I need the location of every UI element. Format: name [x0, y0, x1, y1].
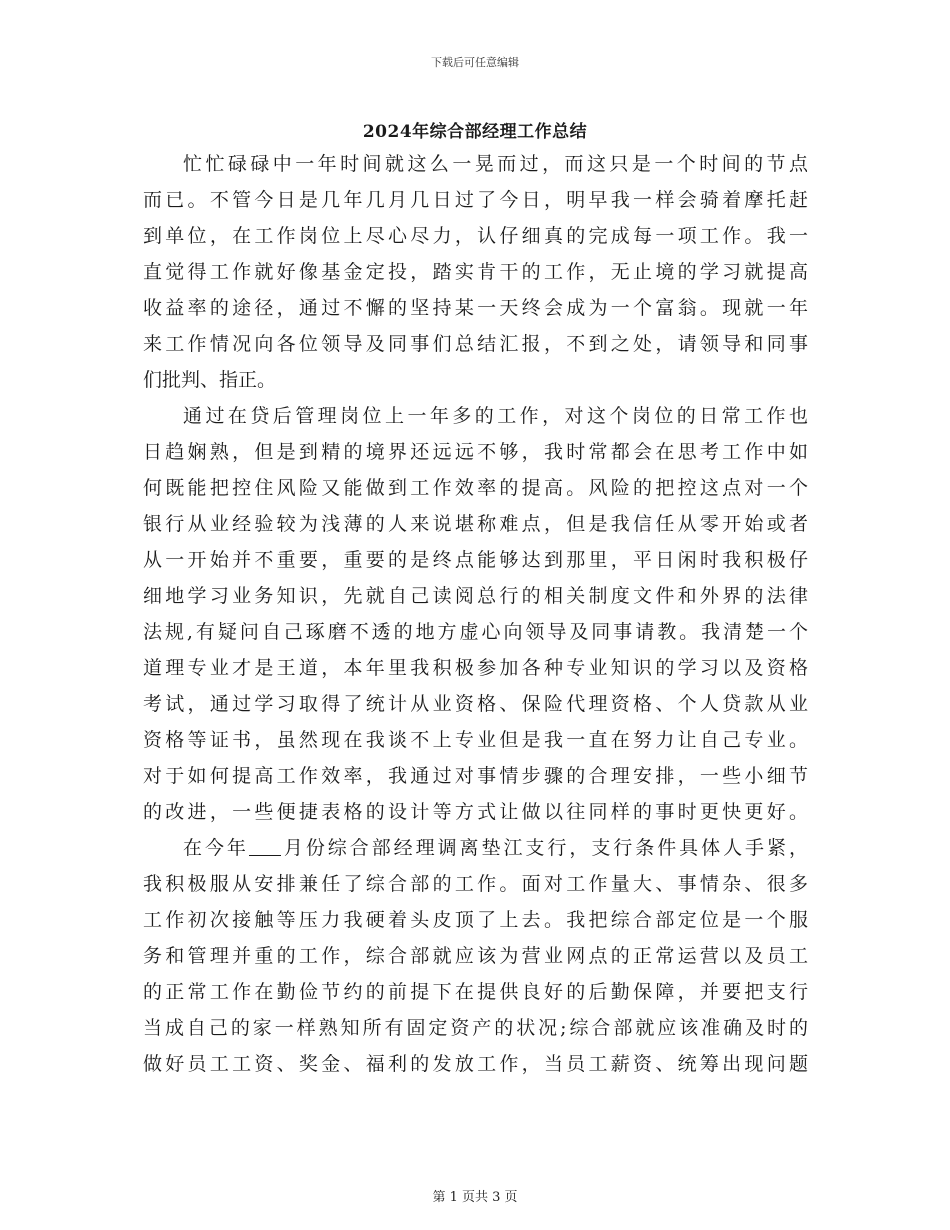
- text-line: 银行从业经验较为浅薄的人来说堪称难点，但是我信任从零开始或者: [143, 513, 808, 535]
- page-header: 下载后可任意编辑: [431, 56, 519, 69]
- document-body: [143, 146, 808, 1082]
- text-line: 收益率的途径，通过不懈的坚持某一天终会成为一个富翁。现就一年: [143, 297, 808, 319]
- text-segment: 月份综合部经理调离垫江支行，支行条件具体人手紧，: [280, 837, 808, 859]
- text-line: 日趋娴熟，但是到精的境界还远远不够，我时常都会在思考工作中如: [143, 441, 808, 463]
- text-line: 而已。不管今日是几年几月几日过了今日，明早我一样会骑着摩托赶: [143, 189, 808, 211]
- text-line: 何既能把控住风险又能做到工作效率的提高。风险的把控这点对一个: [143, 477, 808, 499]
- text-line: 当成自己的家一样熟知所有固定资产的状况;综合部就应该准确及时的: [143, 1017, 808, 1039]
- text-line: 工作初次接触等压力我硬着头皮顶了上去。我把综合部定位是一个服: [143, 909, 808, 931]
- text-line: 考试，通过学习取得了统计从业资格、保险代理资格、个人贷款从业: [143, 693, 808, 715]
- text-line: 道理专业才是王道，本年里我积极参加各种专业知识的学习以及资格: [143, 657, 808, 679]
- text-line: [143, 830, 808, 866]
- text-line: 到单位，在工作岗位上尽心尽力，认仔细真的完成每一项工作。我一: [143, 225, 808, 247]
- paragraph-1: [143, 146, 808, 398]
- text-line: 忙忙碌碌中一年时间就这么一晃而过，而这只是一个时间的节点: [183, 153, 808, 175]
- text-line: 做好员工工资、奖金、福利的发放工作，当员工薪资、统筹出现问题: [143, 1053, 808, 1075]
- text-line: 务和管理并重的工作，综合部就应该为营业网点的正常运营以及员工: [143, 945, 808, 967]
- text-line: 资格等证书，虽然现在我谈不上专业但是我一直在努力让自己专业。: [143, 729, 808, 751]
- document-title: 2024年综合部经理工作总结: [362, 122, 588, 142]
- fill-in-blank: [249, 835, 281, 856]
- text-line: 从一开始并不重要，重要的是终点能够达到那里，平日闲时我积极仔: [143, 549, 808, 571]
- paragraph-3: [143, 830, 808, 1082]
- text-line: 的正常工作在勤俭节约的前提下在提供良好的后勤保障，并要把支行: [143, 981, 808, 1003]
- text-line: 细地学习业务知识，先就自己读阅总行的相关制度文件和外界的法律: [143, 585, 808, 607]
- text-line: 们批判、指正。: [143, 369, 277, 391]
- paragraph-2: [143, 398, 808, 830]
- text-line: 我积极服从安排兼任了综合部的工作。面对工作量大、事情杂、很多: [143, 873, 808, 895]
- text-segment: 在今年: [183, 837, 249, 859]
- page-number: 第 1 页共 3 页: [432, 1190, 518, 1205]
- text-line: 对于如何提高工作效率，我通过对事情步骤的合理安排，一些小细节: [143, 765, 808, 787]
- text-line: 直觉得工作就好像基金定投，踏实肯干的工作，无止境的学习就提高: [143, 261, 808, 283]
- text-line: 法规,有疑问自己琢磨不透的地方虚心向领导及同事请教。我清楚一个: [143, 621, 808, 643]
- text-line: 来工作情况向各位领导及同事们总结汇报，不到之处，请领导和同事: [143, 333, 808, 355]
- text-line: 的改进，一些便捷表格的设计等方式让做以往同样的事时更快更好。: [143, 801, 808, 823]
- text-line: 通过在贷后管理岗位上一年多的工作，对这个岗位的日常工作也: [183, 405, 808, 427]
